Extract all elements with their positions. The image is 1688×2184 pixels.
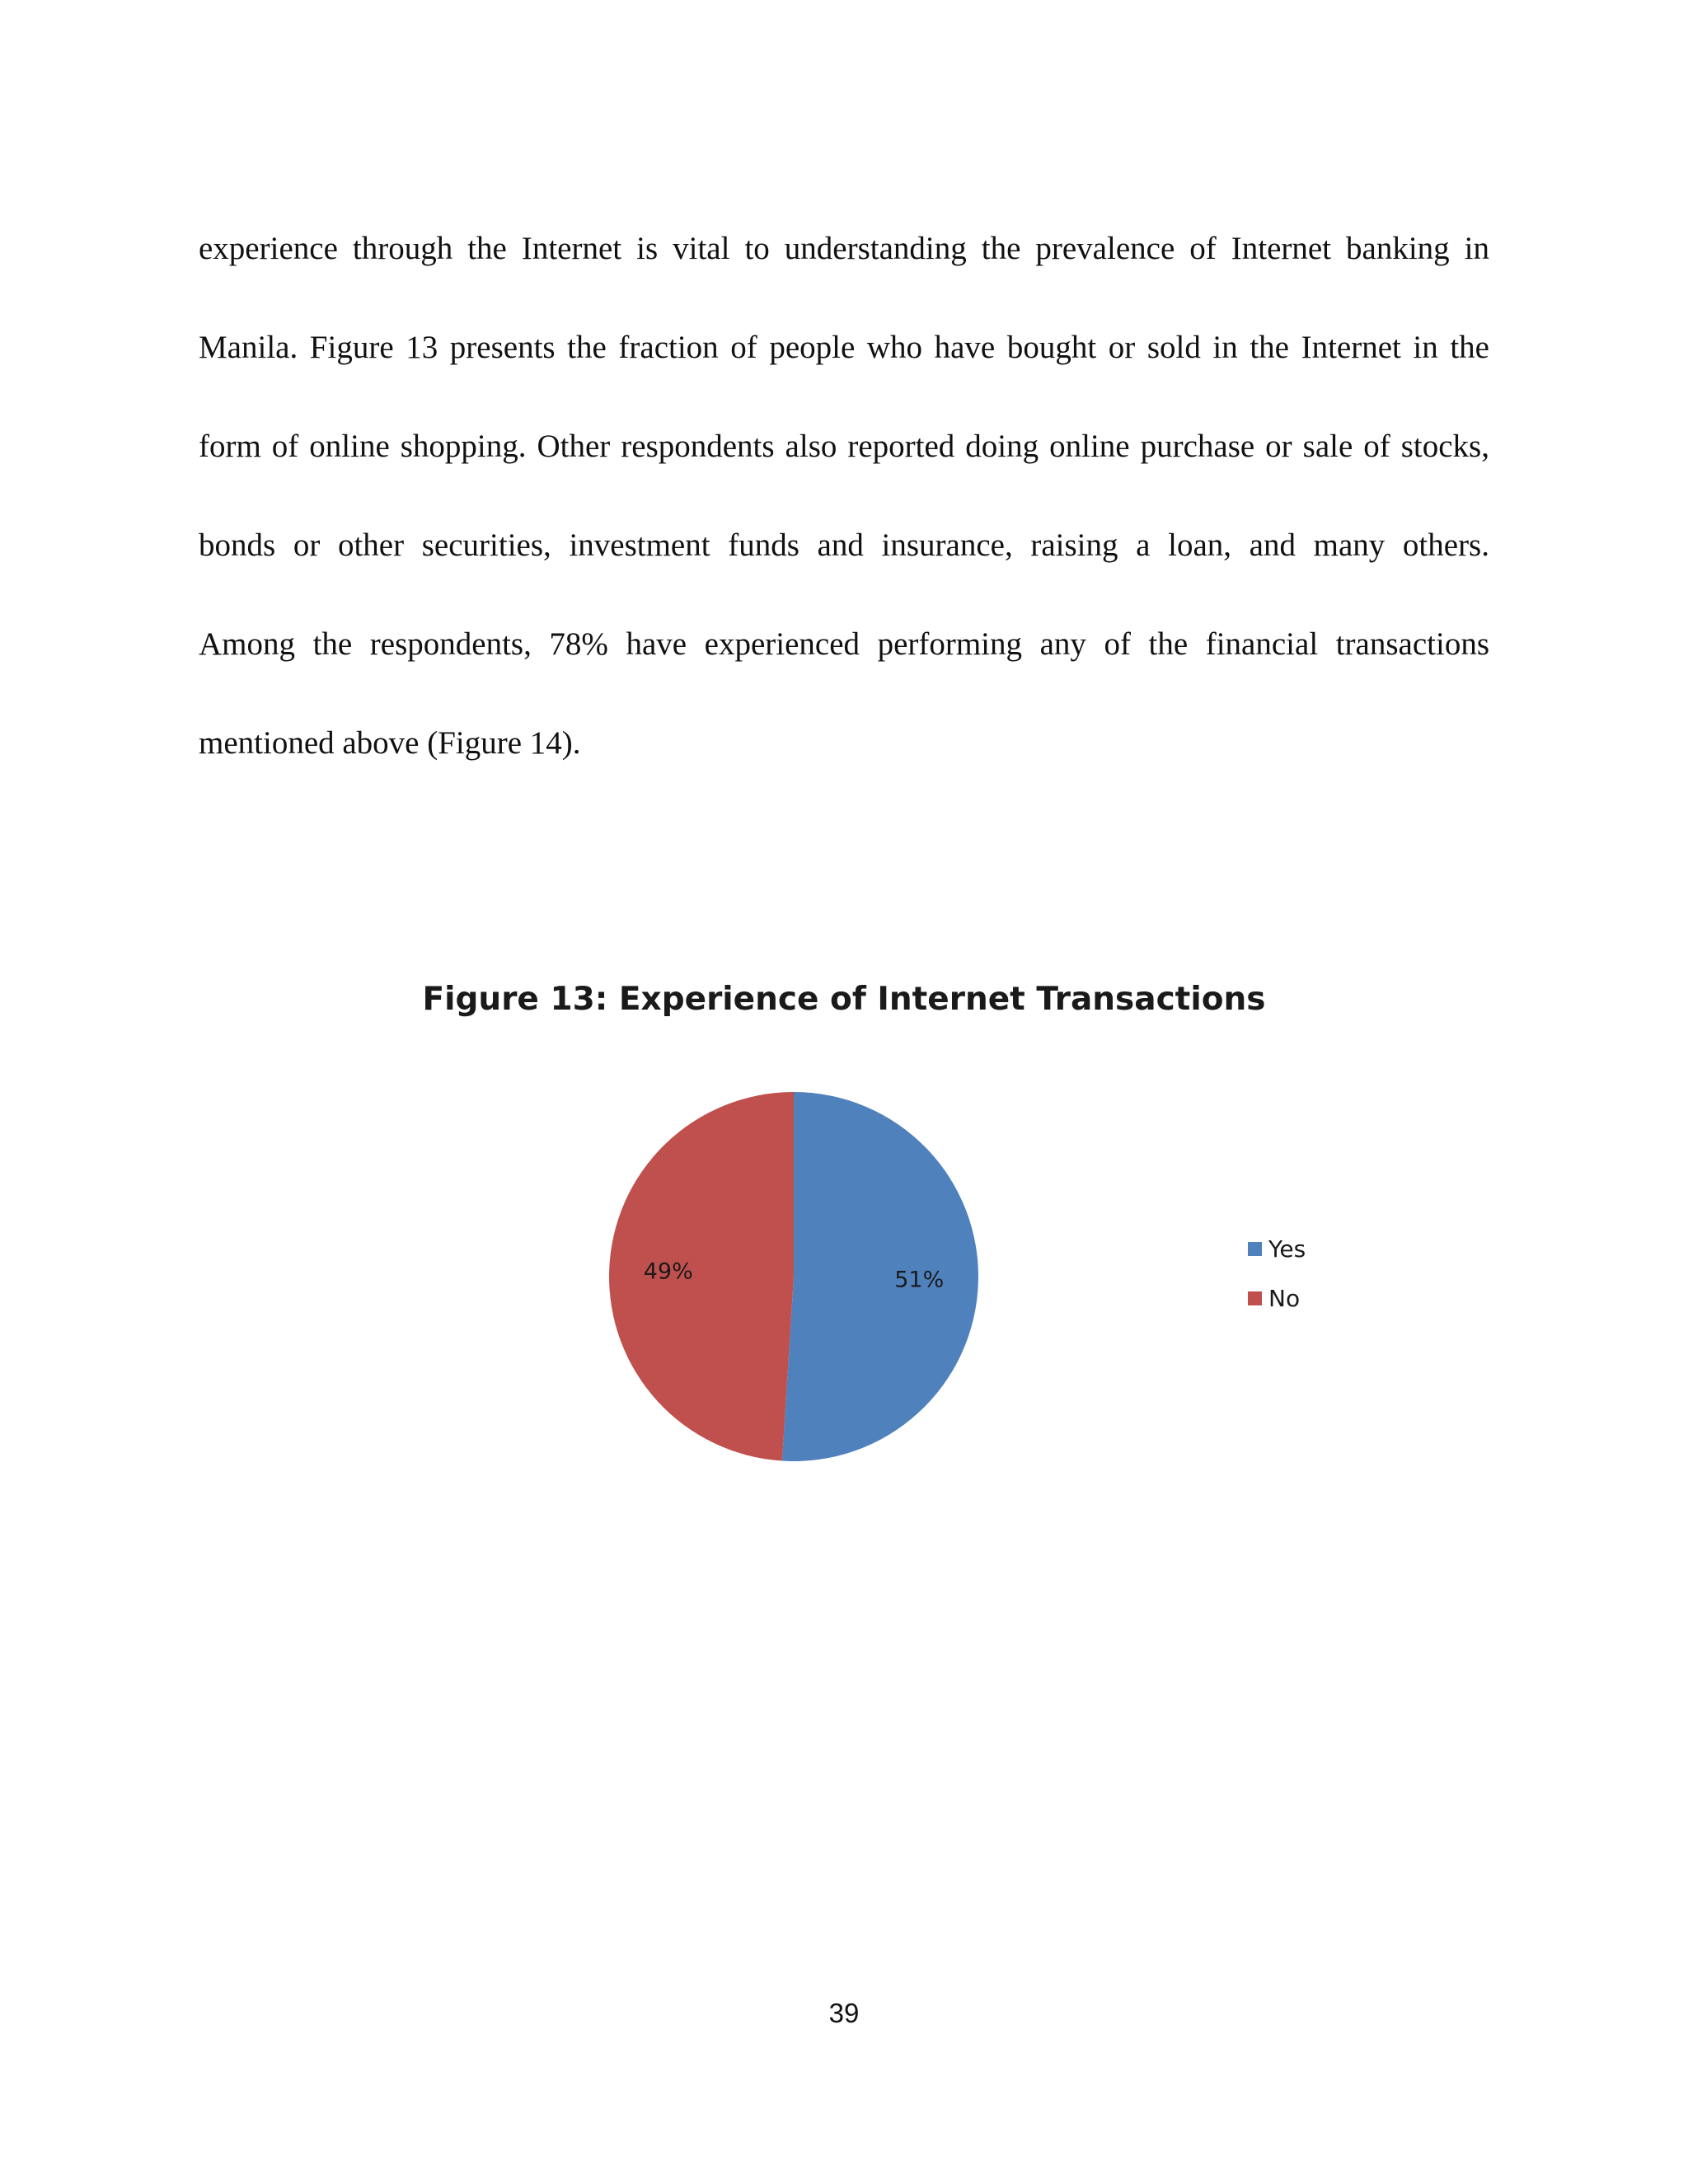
data-label-yes: 51% [894, 1267, 945, 1293]
legend-item-yes [1248, 1235, 1306, 1263]
page-number: 39 [828, 1998, 860, 2028]
pie-slice-no [609, 1092, 794, 1461]
legend-label-no: No [1268, 1284, 1301, 1312]
paragraph-line-3: form of online shopping. Other respondents also reported doing online purchase or sale of stocks, [199, 429, 1489, 464]
paragraph-line-2: Manila. Figure 13 presents the fraction of people who have bought or sold in the Internet in the [199, 330, 1489, 365]
chart-legend [1248, 1235, 1306, 1333]
pie-slice-yes [782, 1092, 978, 1461]
legend-swatch-no [1248, 1291, 1262, 1305]
legend-label-yes: Yes [1268, 1235, 1306, 1263]
paragraph-line-4: bonds or other securities, investment funds and insurance, raising a loan, and many others. [199, 527, 1489, 563]
paragraph-line-5: Among the respondents, 78% have experienced performing any of the financial transactions [199, 626, 1489, 662]
legend-item-no [1248, 1284, 1306, 1312]
paragraph-line-6: mentioned above (Figure 14). [199, 725, 581, 761]
legend-swatch-yes [1248, 1242, 1262, 1256]
data-label-no: 49% [643, 1258, 693, 1285]
chart-title: Figure 13: Experience of Internet Transactions [422, 981, 1266, 1018]
paragraph-line-1: experience through the Internet is vital to understanding the prevalence of Internet banking in [199, 231, 1489, 266]
